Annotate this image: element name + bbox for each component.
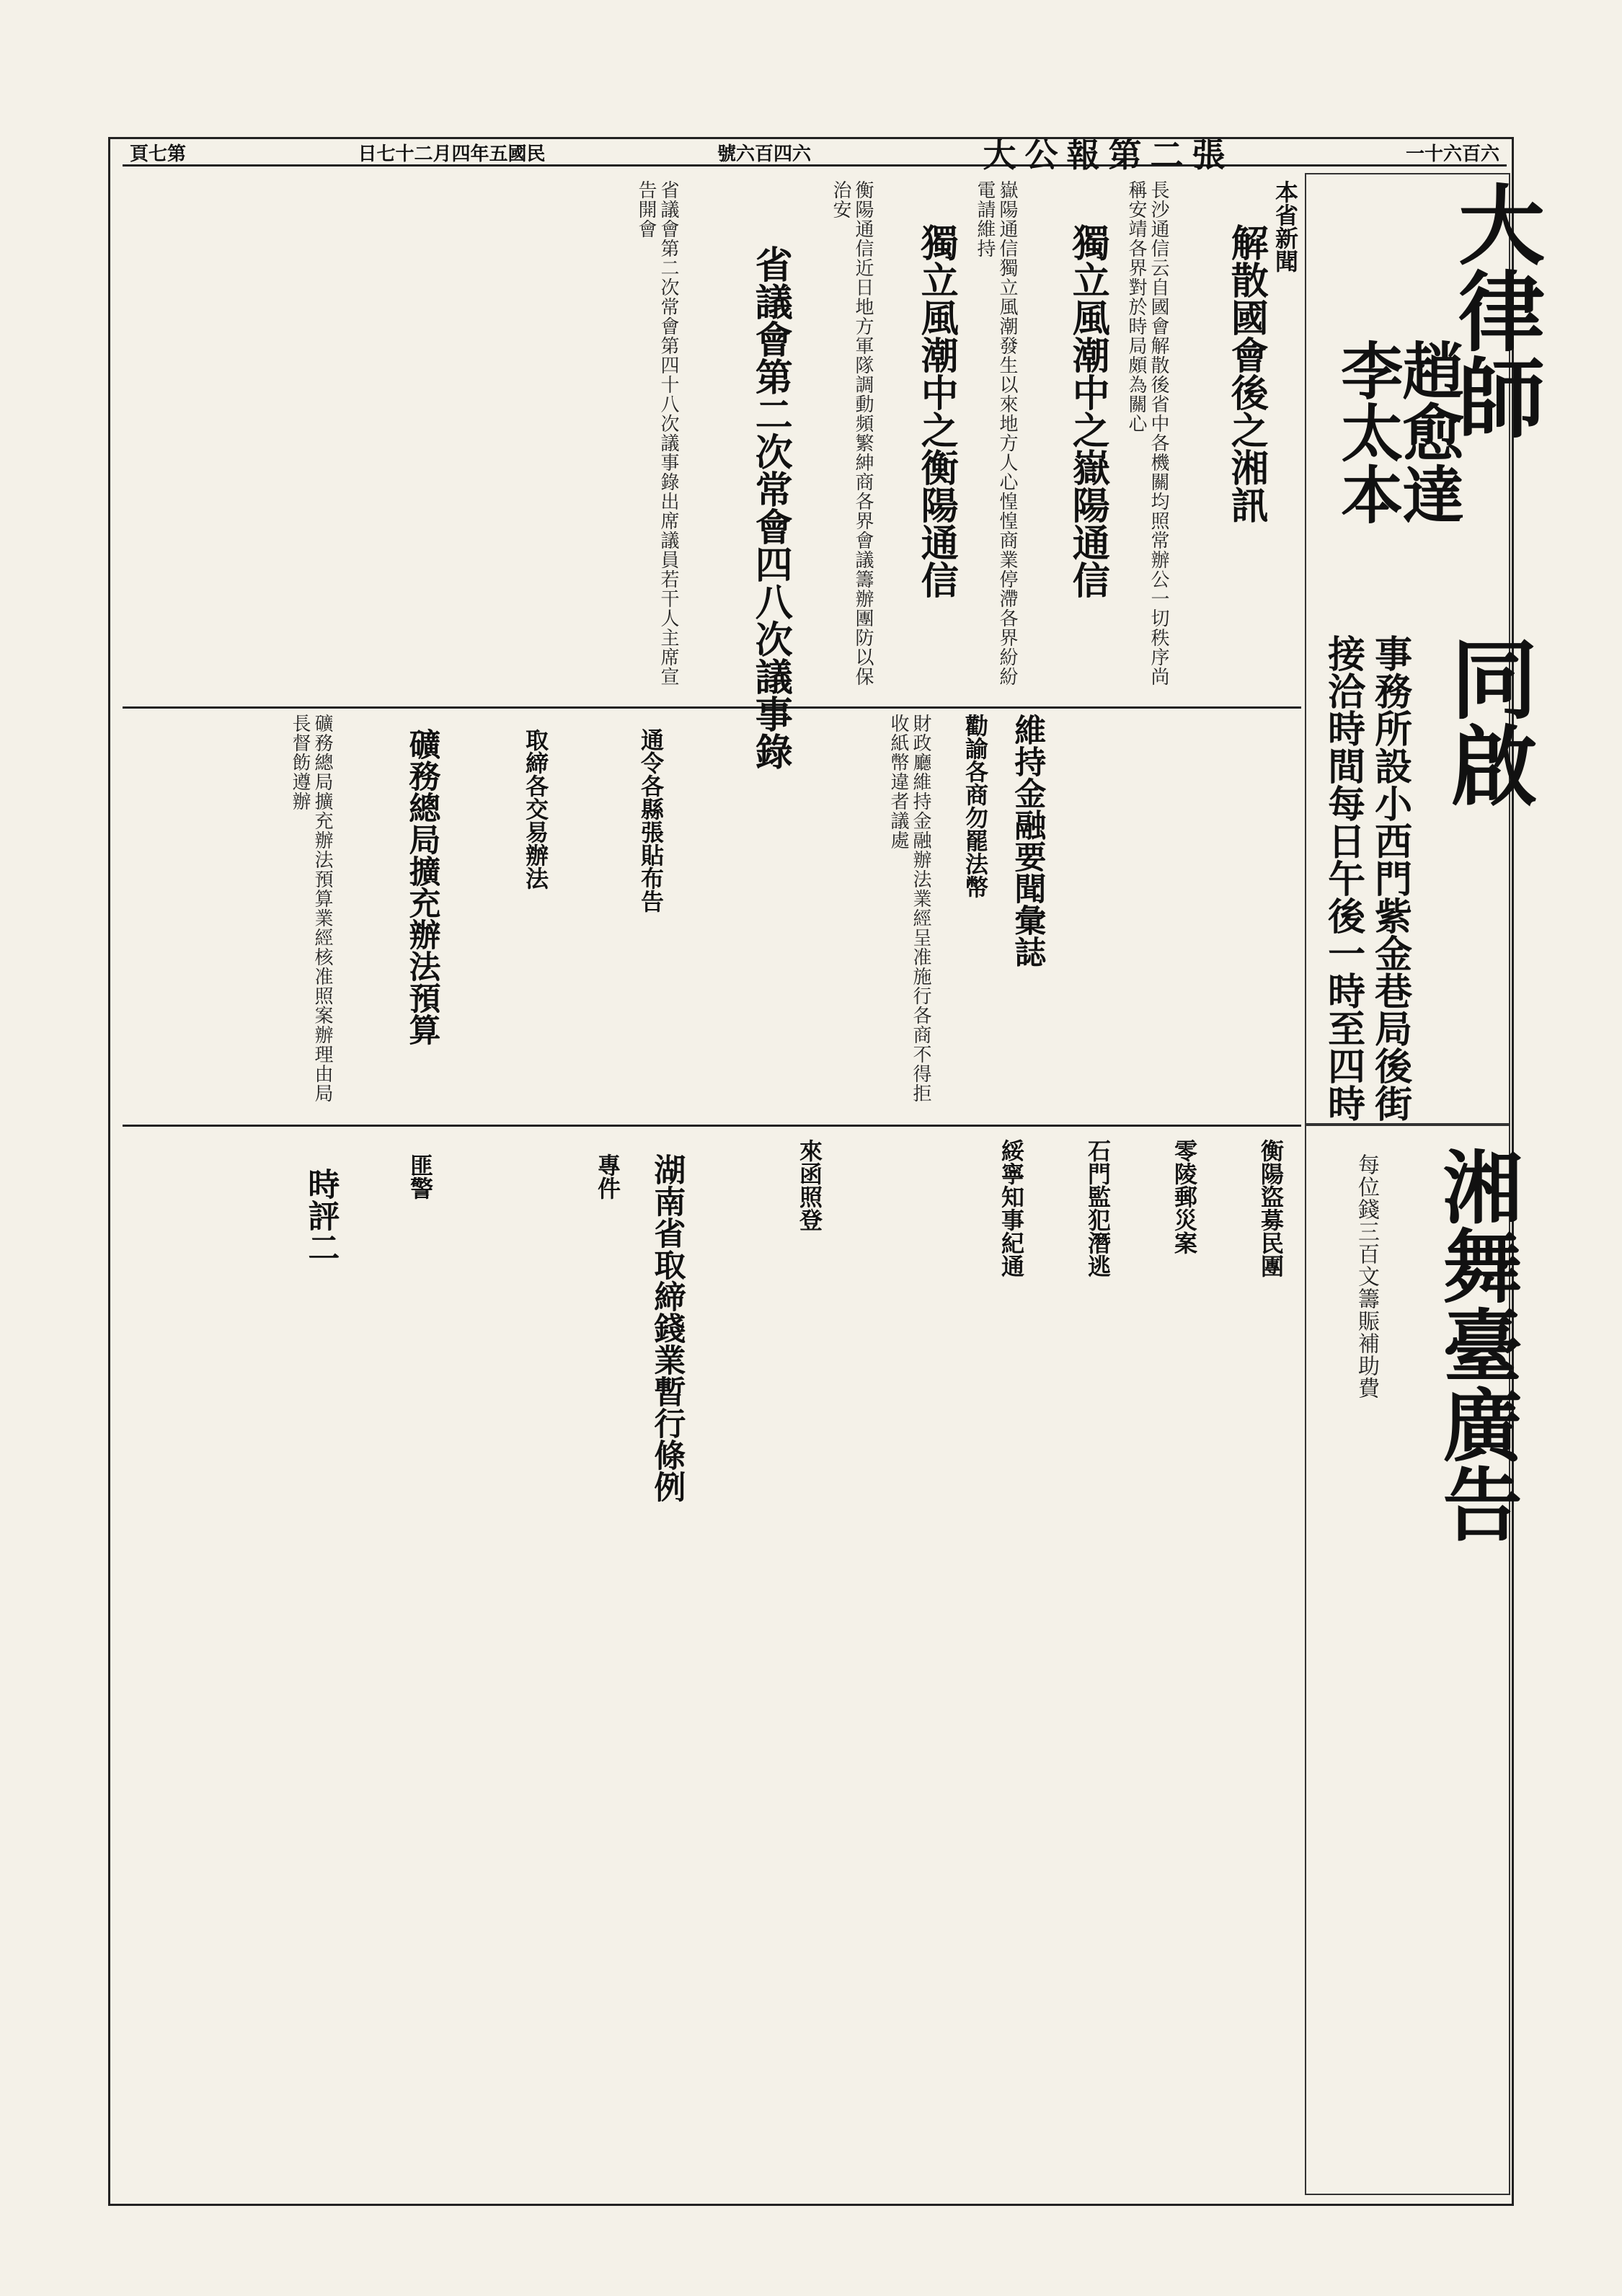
date-line: 日七十二月四年五國民 — [358, 143, 546, 165]
page-label: 頁七第 — [130, 143, 187, 165]
headline-6: 勸諭各商勿罷法幣 — [962, 714, 989, 898]
article-2-text: 嶽陽通信獨立風潮發生以來地方人心惶惶商業停滯各界紛紛電請維持 — [974, 180, 1018, 686]
issue-number: 號六百四六 — [717, 143, 812, 165]
headline-9: 石門監犯潛逃 — [1084, 1139, 1112, 1277]
masthead-fragment: 一十六百六 — [1405, 143, 1499, 165]
divider-top — [123, 706, 1301, 709]
headline-1: 解散國會後之湘訊 — [1224, 223, 1269, 523]
lawyer-names-2: 李太本 — [1330, 339, 1404, 525]
section-local-news: 本省新聞 — [1272, 180, 1299, 272]
notice-8: 時評二 — [302, 1168, 340, 1263]
notice-3: 礦務總局擴充辦法預算 — [403, 728, 440, 1045]
notice-5: 湖南省取締錢業暫行條例 — [648, 1153, 686, 1502]
notice-1: 通令各縣張貼布告 — [637, 728, 665, 913]
divider-middle — [123, 1125, 1301, 1127]
headline-10: 綏寧知事紀通 — [998, 1139, 1025, 1277]
paper-title: 大公報第二張 — [983, 135, 1234, 174]
theatre-ad-price: 每位錢三百文籌賑補助費 — [1354, 1153, 1379, 1399]
headline-7: 衡陽盜募民團 — [1257, 1139, 1285, 1277]
lawyer-office: 事務所設小西門紫金巷局後街 — [1368, 634, 1412, 1122]
headline-3: 獨立風潮中之衡陽通信 — [914, 223, 959, 598]
headline-4: 省議會第二次常會四八次議事錄 — [748, 245, 793, 770]
notice-7: 匪警 — [407, 1153, 434, 1200]
notice-4: 來函照登 — [796, 1139, 823, 1231]
article-6-text: 礦務總局擴充辦法預算業經核准照案辦理由局長督飭遵辦 — [289, 714, 333, 1103]
article-3-text: 衡陽通信近日地方軍隊調動頻繁紳商各界會議籌辦團防以保治安 — [830, 180, 874, 686]
lawyer-names-1: 趙愈達 — [1391, 339, 1465, 525]
headline-8: 零陵郵災案 — [1171, 1139, 1198, 1254]
notice-2: 取締各交易辦法 — [522, 728, 549, 890]
article-4-text: 省議會第二次常會第四十八次議事錄出席議員若干人主席宣告開會 — [635, 180, 679, 686]
notice-6: 專件 — [594, 1153, 621, 1200]
lawyer-joint: 同啟 — [1437, 634, 1538, 807]
lawyer-hours: 接洽時間每日午後一時至四時 — [1321, 634, 1365, 1122]
headline-2: 獨立風潮中之嶽陽通信 — [1065, 223, 1110, 598]
headline-5: 維持金融要聞彙誌 — [1009, 714, 1046, 967]
theatre-ad-title: 湘舞臺廣告 — [1430, 1146, 1523, 1543]
article-1-text: 長沙通信云自國會解散後省中各機關均照常辦公一切秩序尚稱安靖各界對於時局頗為關心 — [1125, 180, 1169, 686]
lawyer-ad-title: 大律師 — [1444, 180, 1546, 440]
article-5-text: 財政廳維持金融辦法業經呈准施行各商不得拒收紙幣違者議處 — [887, 714, 931, 1103]
